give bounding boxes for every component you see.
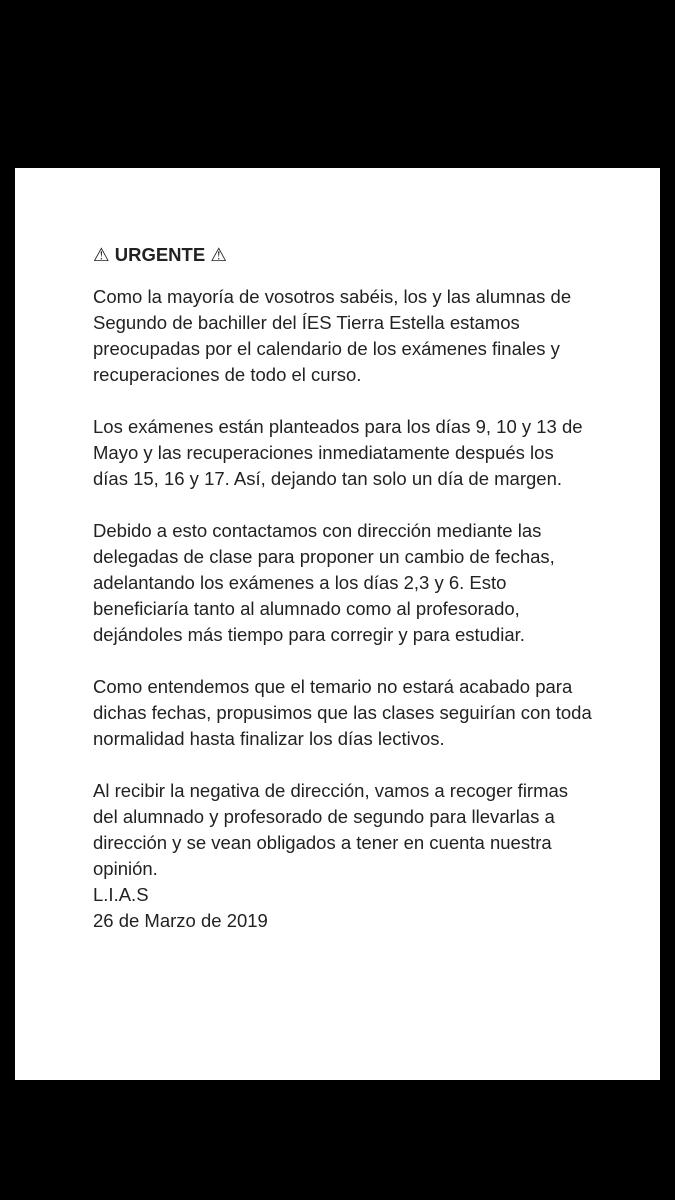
document-content: [93, 242, 593, 934]
signature-date: 26 de Marzo de 2019: [93, 910, 268, 931]
signature-name: L.I.A.S: [93, 884, 149, 905]
paragraph-syllabus: Como entendemos que el temario no estará acabado para dichas fechas, propusimos que las clases seguirían con toda normalidad hasta finalizar los días lectivos.: [93, 676, 592, 749]
heading-text: URGENTE: [114, 244, 206, 265]
paragraph-signatures: Al recibir la negativa de dirección, vamos a recoger firmas del alumnado y profesorado de segundo para llevarlas a dirección y se vean obligados a tener en cuenta nuestra opinión.: [93, 780, 569, 879]
document-heading: [93, 242, 593, 268]
paragraph-intro: Como la mayoría de vosotros sabéis, los y las alumnas de Segundo de bachiller del ÍES Tierra Estella estamos preocupadas por el calendario de los exámenes finales y recuperaciones de todo el curso.: [93, 286, 572, 385]
warning-icon: ⚠: [210, 244, 227, 265]
paragraph-dates: Los exámenes están planteados para los días 9, 10 y 13 de Mayo y las recuperaciones inmediatamente después los días 15, 16 y 17. Así, dejando tan solo un día de margen.: [93, 416, 583, 489]
warning-icon: ⚠: [93, 244, 110, 265]
document-page: [15, 168, 660, 1080]
signature-block: [93, 882, 593, 934]
paragraph-proposal: Debido a esto contactamos con dirección mediante las delegadas de clase para proponer un cambio de fechas, adelantando los exámenes a los días 2,3 y 6. Esto beneficiaría tanto al alumnado como al profesorado, dejándoles más tiempo para corregir y para estudiar.: [93, 520, 555, 645]
